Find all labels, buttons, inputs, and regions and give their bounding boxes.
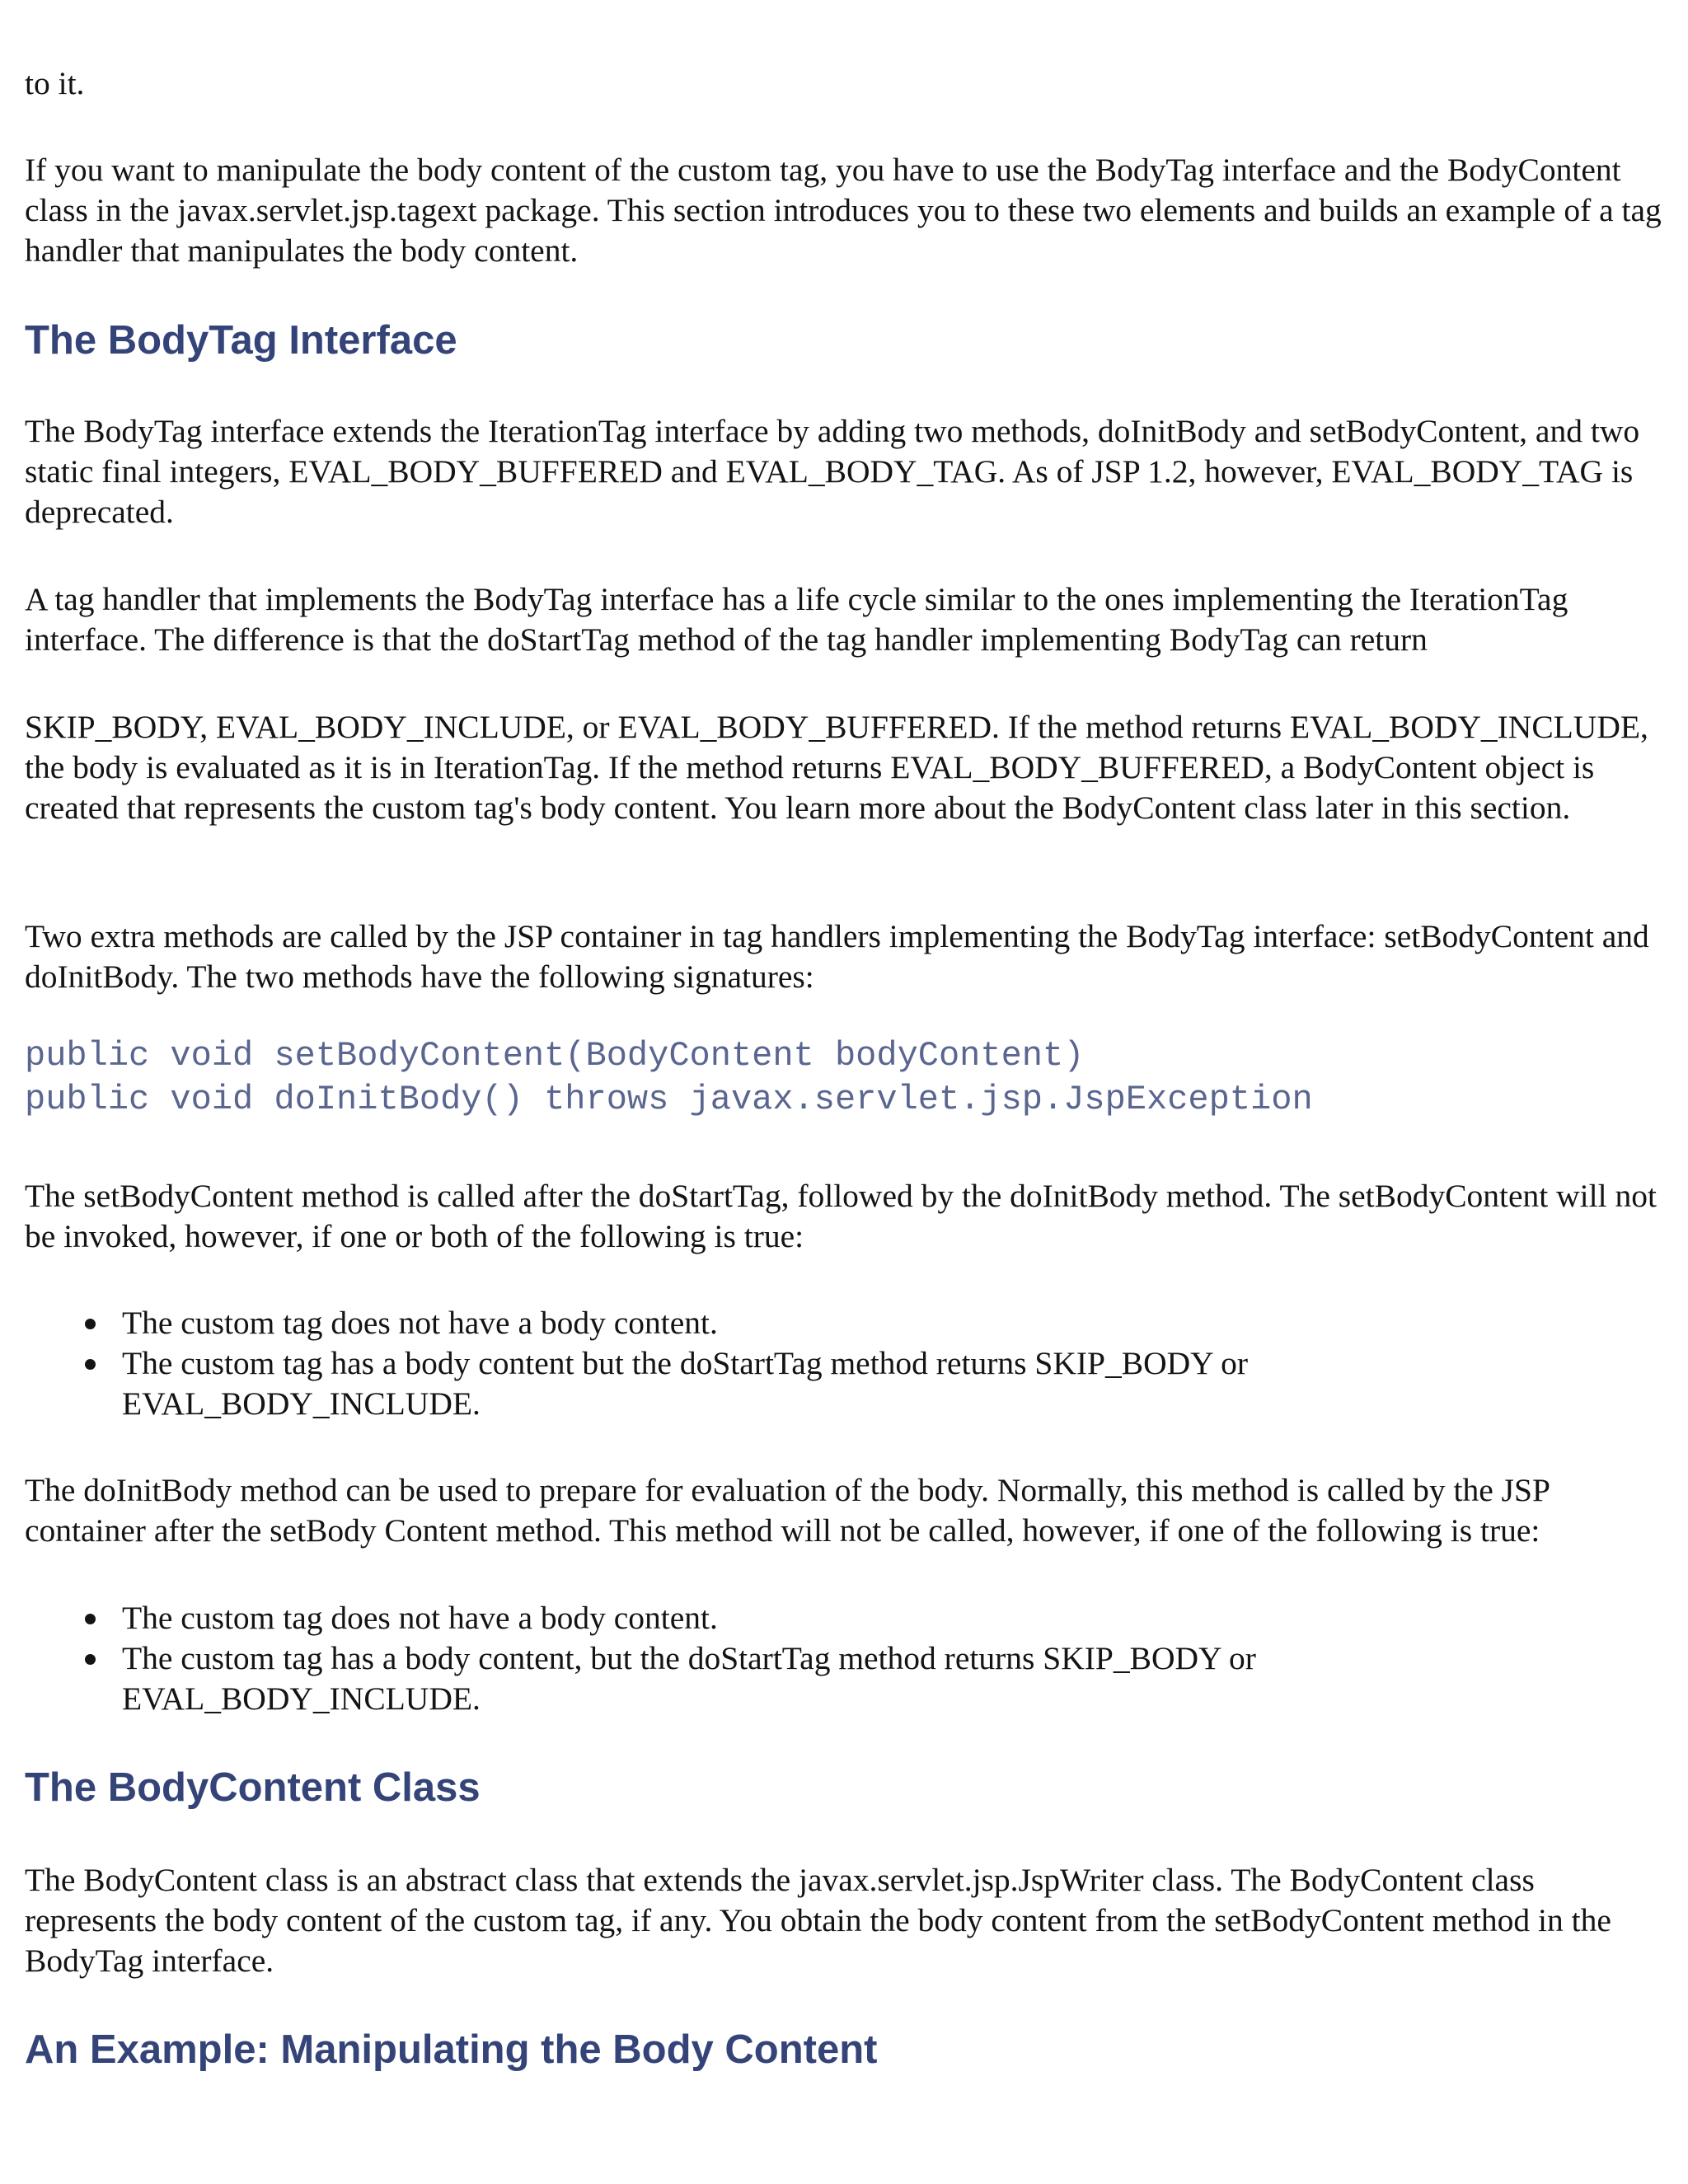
- list-item-text: The custom tag has a body content, but the doStartTag method returns SKIP_BODY or EVAL_BODY_INCLUDE.: [122, 1640, 1256, 1717]
- code-line-setbodycontent: public void setBodyContent(BodyContent bodyContent): [25, 1036, 1085, 1076]
- list-item: [25, 1638, 1408, 1719]
- list-item-text: The custom tag does not have a body content.: [122, 1600, 718, 1636]
- list-item: [25, 1303, 1408, 1343]
- bullet-icon: [85, 1614, 96, 1624]
- heading-bodycontent-class: The BodyContent Class: [25, 1765, 481, 1810]
- heading-bodytag-interface: The BodyTag Interface: [25, 318, 457, 363]
- list-item: [25, 1343, 1408, 1424]
- list-item-text: The custom tag does not have a body content.: [122, 1305, 718, 1341]
- bullet-icon: [85, 1359, 96, 1370]
- list-item: [25, 1598, 1408, 1638]
- list-item-text: The custom tag has a body content but the doStartTag method returns SKIP_BODY or EVAL_BODY_INCLUDE.: [122, 1345, 1248, 1422]
- bullet-list-setbodycontent-conditions: [25, 1303, 1665, 1424]
- paragraph-bodytag-extends: The BodyTag interface extends the IterationTag interface by adding two methods, doInitBody and setBodyContent, and two static final integers, EVAL_BODY_BUFFERED and EVAL_BODY_TAG. As of JSP 1.2, however, EVAL_BODY_TAG is deprecated.: [25, 413, 1640, 530]
- paragraph-extra-methods: Two extra methods are called by the JSP container in tag handlers implementing the BodyTag interface: setBodyContent and doInitBody. The two methods have the following signatures:: [25, 918, 1649, 995]
- paragraph-doinitbody: The doInitBody method can be used to prepare for evaluation of the body. Normally, this method is called by the JSP container after the setBody Content method. This method will not be called, however, if one of the following is true:: [25, 1472, 1550, 1549]
- paragraph-life-cycle: A tag handler that implements the BodyTag interface has a life cycle similar to the ones implementing the IterationTag interface. The difference is that the doStartTag method of the tag handler implementing BodyTag can return: [25, 581, 1568, 658]
- paragraph-setbodycontent-called: The setBodyContent method is called after the doStartTag, followed by the doInitBody method. The setBodyContent will not be invoked, however, if one or both of the following is true:: [25, 1178, 1657, 1254]
- paragraph-continuation: to it.: [25, 65, 85, 101]
- code-line-doinitbody: public void doInitBody() throws javax.servlet.jsp.JspException: [25, 1080, 1313, 1119]
- paragraph-intro: If you want to manipulate the body content of the custom tag, you have to use the BodyTag interface and the BodyContent class in the javax.servlet.jsp.tagext package. This section introduces you to these two elements and builds an example of a tag handler that manipulates the body content.: [25, 152, 1662, 269]
- bullet-icon: [85, 1319, 96, 1329]
- paragraph-return-values: SKIP_BODY, EVAL_BODY_INCLUDE, or EVAL_BODY_BUFFERED. If the method returns EVAL_BODY_INCLUDE, the body is evaluated as it is in IterationTag. If the method returns EVAL_BODY_BUFFERED, a BodyContent object is created that represents the custom tag's body content. You learn more about the BodyContent class later in this section.: [25, 709, 1648, 826]
- paragraph-bodycontent-description: The BodyContent class is an abstract class that extends the javax.servlet.jsp.JspWriter class. The BodyContent class represents the body content of the custom tag, if any. You obtain the body content from the setBodyContent method in the BodyTag interface.: [25, 1862, 1611, 1979]
- heading-example: An Example: Manipulating the Body Content: [25, 2027, 878, 2072]
- bullet-list-doinitbody-conditions: [25, 1598, 1665, 1719]
- bullet-icon: [85, 1654, 96, 1665]
